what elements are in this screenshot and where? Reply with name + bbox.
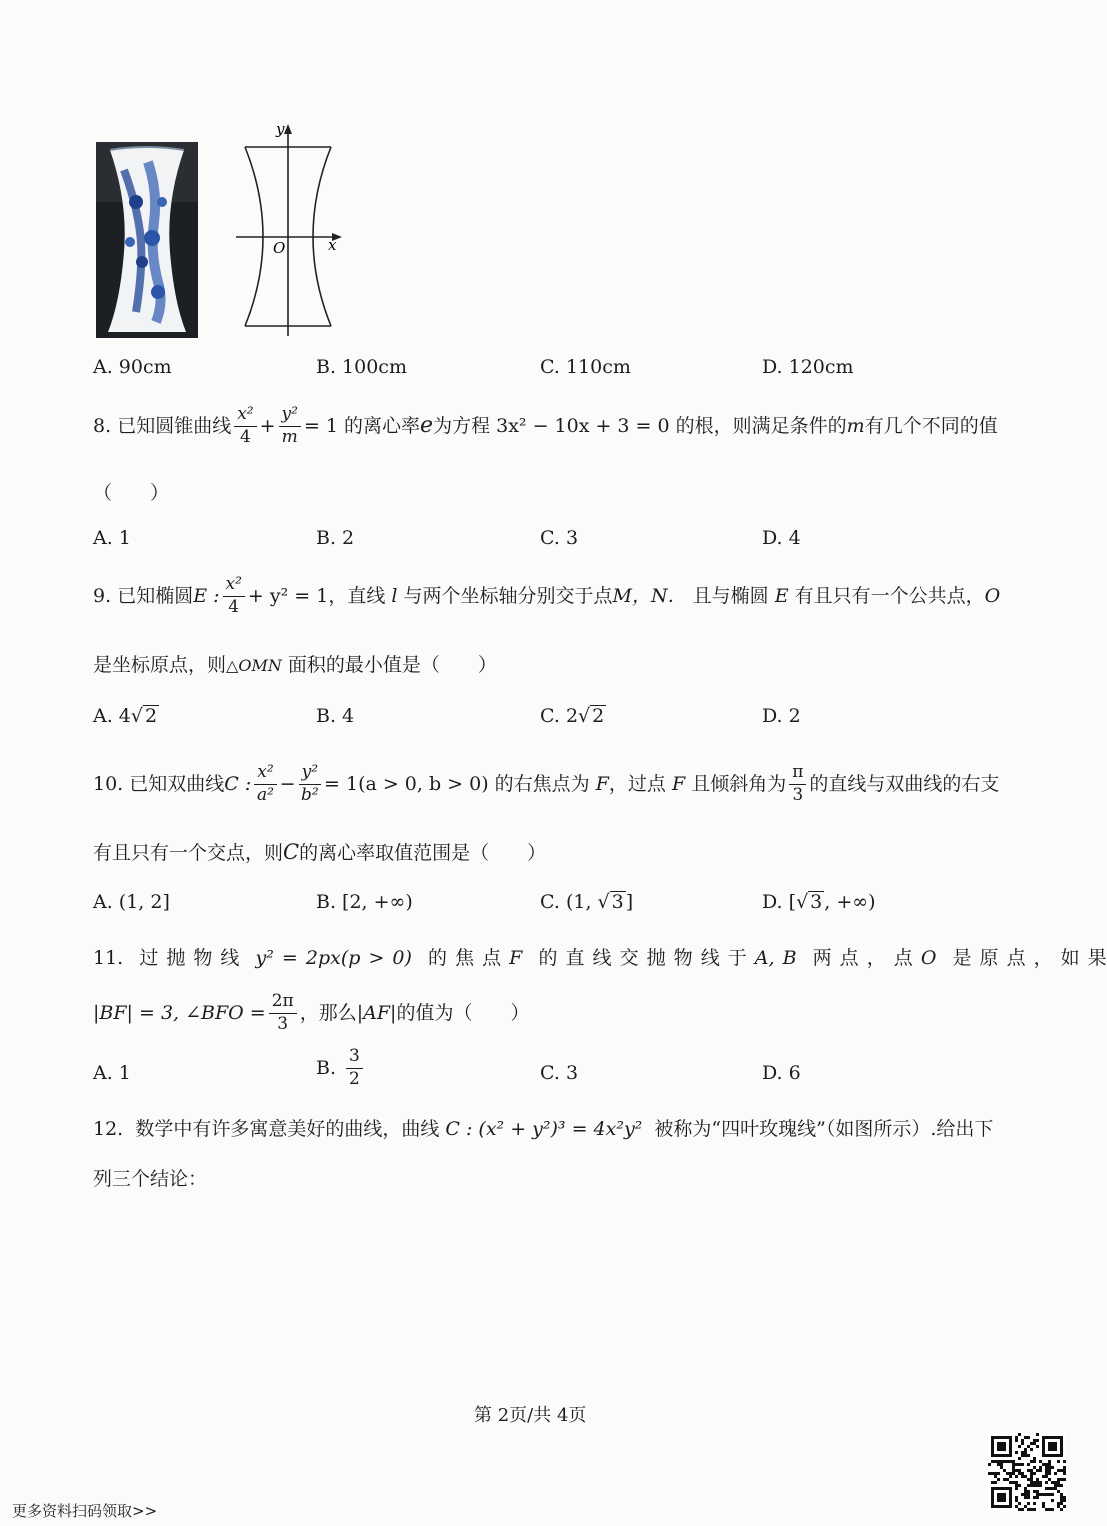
q8-option-a: A. 1 xyxy=(93,527,131,549)
vase-photo xyxy=(96,142,198,338)
q8-number: 8. xyxy=(93,414,112,437)
question-10-line2: 有且只有一个交点，则C的离心率取值范围是（ ） xyxy=(93,840,547,864)
q11-option-d: D. 6 xyxy=(762,1062,801,1084)
q9-frac: $\frac{\text{x²}}{4}$ xyxy=(223,576,245,617)
x-axis-label: x xyxy=(328,236,337,254)
question-10-line1: 10. 已知双曲线 C : $\frac{\text{x²}}{\text{a²}}$ − $\frac{\text{y²}}{\text{b²}}$ = 1(a > 0, b > 0) 的右焦点为 F ，过点 F 且倾斜角为 $\frac{\pi}{3}$ 的直线与双曲线的右支 xyxy=(93,762,1000,805)
question-11-line1: 11. 过 抛 物 线 y² = 2px(p > 0) 的 焦 点 F 的 直 线 交 抛 物 线 于 A, B 两 点 ， 点 O 是 原 点 ， 如 果 xyxy=(93,947,1107,969)
q8-paren: （ ） xyxy=(93,482,170,504)
y-axis-label: y xyxy=(276,120,285,138)
q11-option-b: B. $\frac{3}{2}$ xyxy=(316,1048,366,1089)
q8-frac-y: $\frac{\text{y²}}{m}$ xyxy=(279,406,301,447)
q11-option-c: C. 3 xyxy=(540,1062,579,1084)
more-resources-link[interactable]: 更多资料扫码领取>> xyxy=(12,1502,158,1520)
q11-frac: $\frac{2\pi}{3}$ xyxy=(269,993,297,1034)
q7-option-d: D. 120cm xyxy=(762,356,854,378)
hyperbola-diagram xyxy=(230,120,360,340)
q10-option-d: D. [√ 3 , +∞) xyxy=(762,891,876,913)
q8-text-1: 已知圆锥曲线 xyxy=(117,414,232,437)
q8-option-b: B. 2 xyxy=(316,527,355,549)
q10-frac-x: $\frac{\text{x²}}{\text{a²}}$ xyxy=(254,764,276,805)
q7-option-b: B. 100cm xyxy=(316,356,407,378)
q11-option-a: A. 1 xyxy=(93,1062,131,1084)
q7-option-c: C. 110cm xyxy=(540,356,631,378)
q9-option-a: A. 4√ 2 xyxy=(93,705,158,727)
question-12-line1: 12. 数学中有许多寓意美好的曲线，曲线 C : (x² + y²)³ = 4x²y² 被称为“四叶玫瑰线”（如图所示）.给出下 xyxy=(93,1118,994,1140)
q8-frac-x: $\frac{\text{x²}}{4}$ xyxy=(234,406,256,447)
q8-e: e xyxy=(420,413,434,439)
qr-code[interactable] xyxy=(988,1433,1066,1511)
origin-label: O xyxy=(273,239,286,257)
q9-option-c: C. 2√ 2 xyxy=(540,705,605,727)
question-9-line1: 9. 已知椭圆 E : $\frac{\text{x²}}{4}$ + y² = 1，直线 l 与两个坐标轴分别交于点 M，N． 且与椭圆 E 有且只有一个公共点， O xyxy=(93,574,1001,617)
question-8-line1: 8. 已知圆锥曲线 $\frac{\text{x²}}{4}$ + $\frac{\text{y²}}{m}$ = 1 的离心率 e 为方程 3x² − 10x + 3 = 0 的根，则满足条件的 m 有几个不同的值 xyxy=(93,404,998,447)
q8-text-3: 为方程 3x² − 10x + 3 = 0 的根，则满足条件的 xyxy=(433,414,847,437)
q10-option-a: A. (1, 2] xyxy=(93,891,170,913)
question-11-line2: |BF| = 3, ∠BFO = $\frac{2\pi}{3}$ ，那么 |AF| 的值为（ ） xyxy=(93,991,530,1034)
q10-option-b: B. [2, +∞) xyxy=(316,891,413,913)
q8-text-4: 有几个不同的值 xyxy=(864,414,998,437)
question-9-line2: 是坐标原点，则△OMN 面积的最小值是（ ） xyxy=(93,654,497,676)
q7-option-a: A. 90cm xyxy=(93,356,172,378)
q10-frac-y: $\frac{\text{y²}}{\text{b²}}$ xyxy=(299,764,321,805)
question-12-line2: 列三个结论： xyxy=(93,1168,208,1190)
q10-frac-pi: $\frac{\pi}{3}$ xyxy=(789,764,806,805)
q8-option-c: C. 3 xyxy=(540,527,579,549)
q9-option-b: B. 4 xyxy=(316,705,355,727)
q8-option-d: D. 4 xyxy=(762,527,801,549)
page-number: 第 2页/共 4页 xyxy=(474,1405,587,1426)
q10-option-c: C. (1, √ 3 ] xyxy=(540,891,634,913)
q9-option-d: D. 2 xyxy=(762,705,801,727)
q8-text-2: = 1 的离心率 xyxy=(303,414,421,437)
